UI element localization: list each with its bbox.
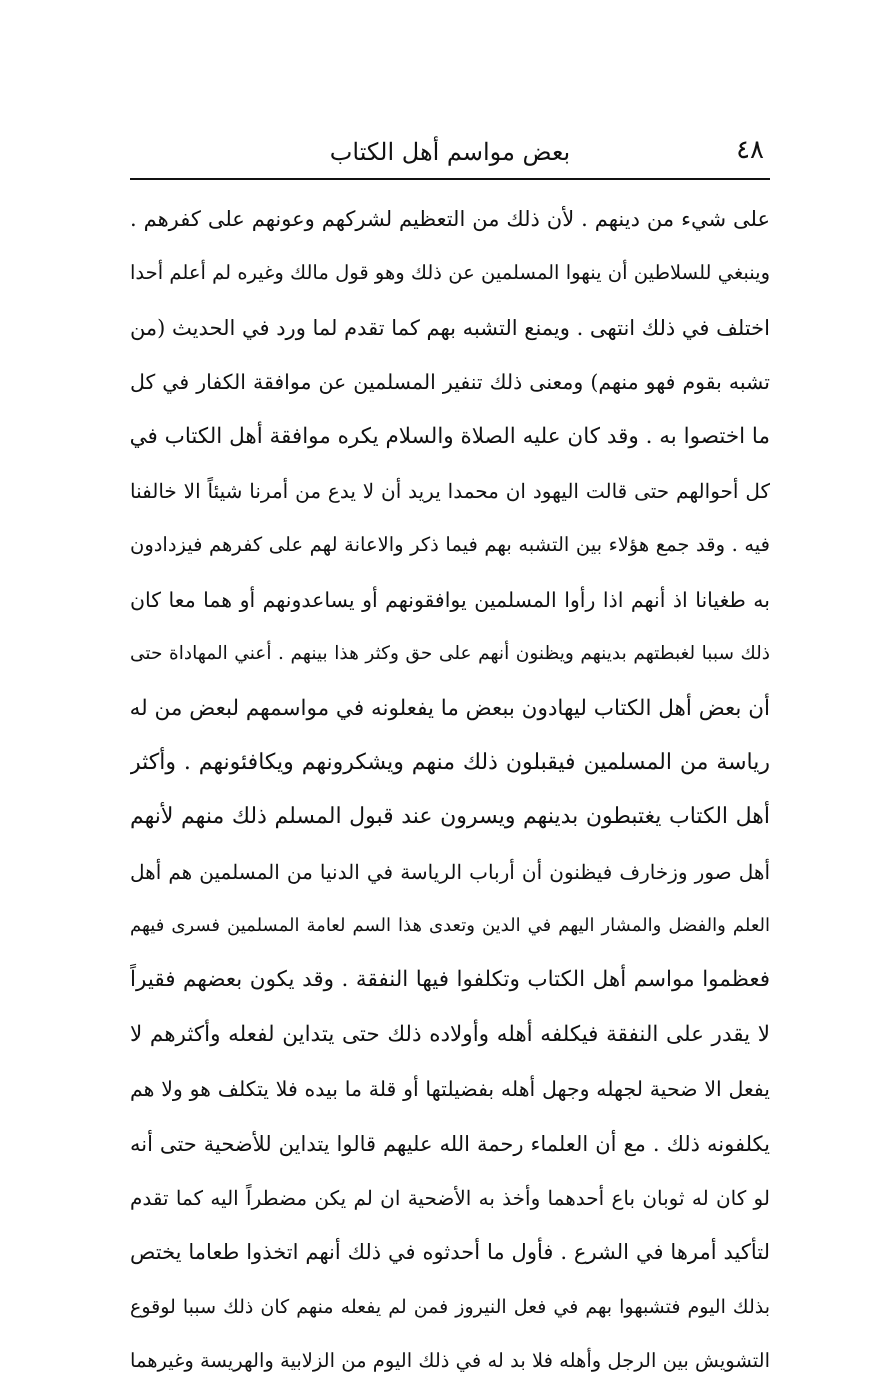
text-line: يفعل الا ضحية لجهله وجهل أهله بفضيلتها أو قلة ما بيده فلا يتكلف هو ولا هم (130, 1077, 770, 1102)
text-line: يكلفونه ذلك . مع أن العلماء رحمة الله عليهم قالوا يتداين للأضحية حتى أنه (130, 1131, 770, 1156)
page-number: ٤٨ (736, 135, 764, 165)
text-line: أهل الكتاب يغتبطون بدينهم ويسرون عند قبول المسلم ذلك منهم لأنهم (130, 804, 770, 830)
text-line: كل أحوالهم حتى قالت اليهود ان محمدا يريد أن لا يدع من أمرنا شيئاً الا خالفنا (130, 478, 770, 503)
text-line: العلم والفضل والمشار اليهم في الدين وتعدى هذا السم لعامة المسلمين فسرى فيهم (130, 915, 770, 937)
text-line: بذلك اليوم فتشبهوا بهم في فعل النيروز فمن لم يفعله منهم كان ذلك سببا لوقوع (130, 1295, 770, 1318)
text-line: تشبه بقوم فهو منهم) ومعنى ذلك تنفير المسلمين عن موافقة الكفار في كل (130, 370, 770, 395)
text-line: ما اختصوا به . وقد كان عليه الصلاة والسلام يكره موافقة أهل الكتاب في (130, 423, 770, 449)
text-line: أن بعض أهل الكتاب ليهادون ببعض ما يفعلونه في مواسمهم لبعض من له (130, 695, 770, 721)
page-header (130, 130, 770, 176)
text-line: ذلك سببا لغبطتهم بدينهم ويظنون أنهم على حق وكثر هذا بينهم . أعني المهاداة حتى (130, 643, 770, 665)
text-line: على شيء من دينهم . لأن ذلك من التعظيم لشركهم وعونهم على كفرهم . (130, 207, 770, 231)
text-line: رياسة من المسلمين فيقبلون ذلك منهم ويشكرونهم ويكافئونهم . وأكثر (130, 749, 770, 775)
running-title: بعض مواسم أهل الكتاب (329, 138, 571, 166)
text-line: فيه . وقد جمع هؤلاء بين التشبه بهم فيما ذكر والاعانة لهم على كفرهم فيزدادون (130, 533, 770, 557)
text-line: وينبغي للسلاطين أن ينهوا المسلمين عن ذلك وهو قول مالك وغيره لم أعلم أحدا (130, 261, 770, 285)
header-rule (130, 178, 770, 180)
text-line: به طغيانا اذ أنهم اذا رأوا المسلمين يوافقونهم أو يساعدونهم أو هما معا كان (130, 587, 770, 612)
text-line: اختلف في ذلك انتهى . ويمنع التشبه بهم كما تقدم لما ورد في الحديث (من (130, 315, 770, 340)
text-line: التشويش بين الرجل وأهله فلا بد له في ذلك اليوم من الزلابية والهريسة وغيرهما (130, 1349, 770, 1373)
text-line: أهل صور وزخارف فيظنون أن أرباب الرياسة في الدنيا من المسلمين هم أهل (130, 859, 770, 884)
text-line: لتأكيد أمرها في الشرع . فأول ما أحدثوه في ذلك أنهم اتخذوا طعاما يختص (130, 1240, 770, 1265)
body-text (130, 192, 770, 1389)
text-line: فعظموا مواسم أهل الكتاب وتكلفوا فيها النفقة . وقد يكون بعضهم فقيراً (130, 967, 770, 993)
book-page (130, 130, 770, 1389)
text-line: لو كان له ثوبان باع أحدهما وأخذ به الأضحية ان لم يكن مضطراً اليه كما تقدم (130, 1186, 770, 1211)
text-line: لا يقدر على النفقة فيكلفه أهله وأولاده ذلك حتى يتداين لفعله وأكثرهم لا (130, 1021, 770, 1047)
